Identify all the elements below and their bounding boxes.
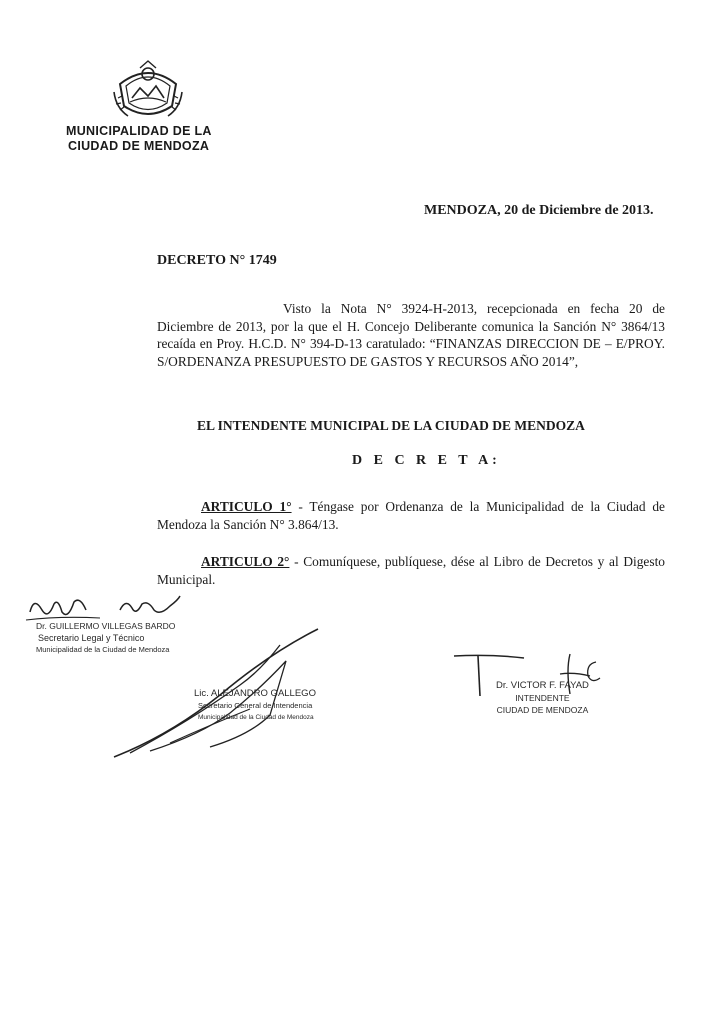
article-1-label: ARTICULO 1° [201, 499, 292, 514]
signer-right-title: INTENDENTE [515, 693, 570, 703]
coat-of-arms-seal [110, 58, 186, 124]
signature-block-center [194, 688, 316, 724]
visto-paragraph [157, 300, 665, 370]
municipality-header [66, 124, 246, 154]
signer-right-org: CIUDAD DE MENDOZA [496, 705, 589, 715]
intendente-heading: EL INTENDENTE MUNICIPAL DE LA CIUDAD DE MENDOZA [197, 418, 585, 433]
signer-right-name: Dr. VICTOR F. FAYAD [496, 680, 589, 691]
article-1 [157, 498, 665, 533]
signer-left-name: Dr. GUILLERMO VILLEGAS BARDO [36, 621, 176, 631]
signer-left-org: Municipalidad de la Ciudad de Mendoza [36, 645, 170, 654]
article-2 [157, 553, 665, 588]
signer-center-name: Lic. ALEJANDRO GALLEGO [194, 688, 316, 699]
visto-text: Visto la Nota N° 3924-H-2013, recepcionada en fecha 20 de Diciembre de 2013, por la que el H. Concejo Deliberante comunica la Sanción N° 3864/13 recaída en Proy. H.C.D. N° 394-D-13 caratulado: “FINANZAS DIRECCION DE – E/PROY. S/ORDENANZA PRESUPUESTO DE GASTOS Y RECURSOS AÑO 2014”, [157, 301, 665, 369]
signer-center-title: Secretario General de Intendencia [198, 701, 313, 710]
decreta-heading: D E C R E T A: [352, 453, 501, 468]
municipality-name-line1: MUNICIPALIDAD DE LA [66, 124, 212, 138]
document-date: MENDOZA, 20 de Diciembre de 2013. [424, 203, 654, 218]
signature-block-right [496, 680, 589, 716]
article-2-label: ARTICULO 2° [201, 554, 290, 569]
municipality-name-line2: CIUDAD DE MENDOZA [68, 139, 210, 153]
signer-left-title: Secretario Legal y Técnico [38, 633, 145, 643]
article-1-text: - Téngase por Ordenanza de la Municipalidad de la Ciudad de Mendoza la Sanción N° 3.864/13. [157, 499, 665, 532]
article-2-text: - Comuníquese, publíquese, dése al Libro de Decretos y al Digesto Municipal. [157, 554, 665, 587]
signer-center-org: Municipalidad de la Ciudad de Mendoza [198, 714, 314, 721]
decree-number: DECRETO N° 1749 [157, 253, 277, 268]
